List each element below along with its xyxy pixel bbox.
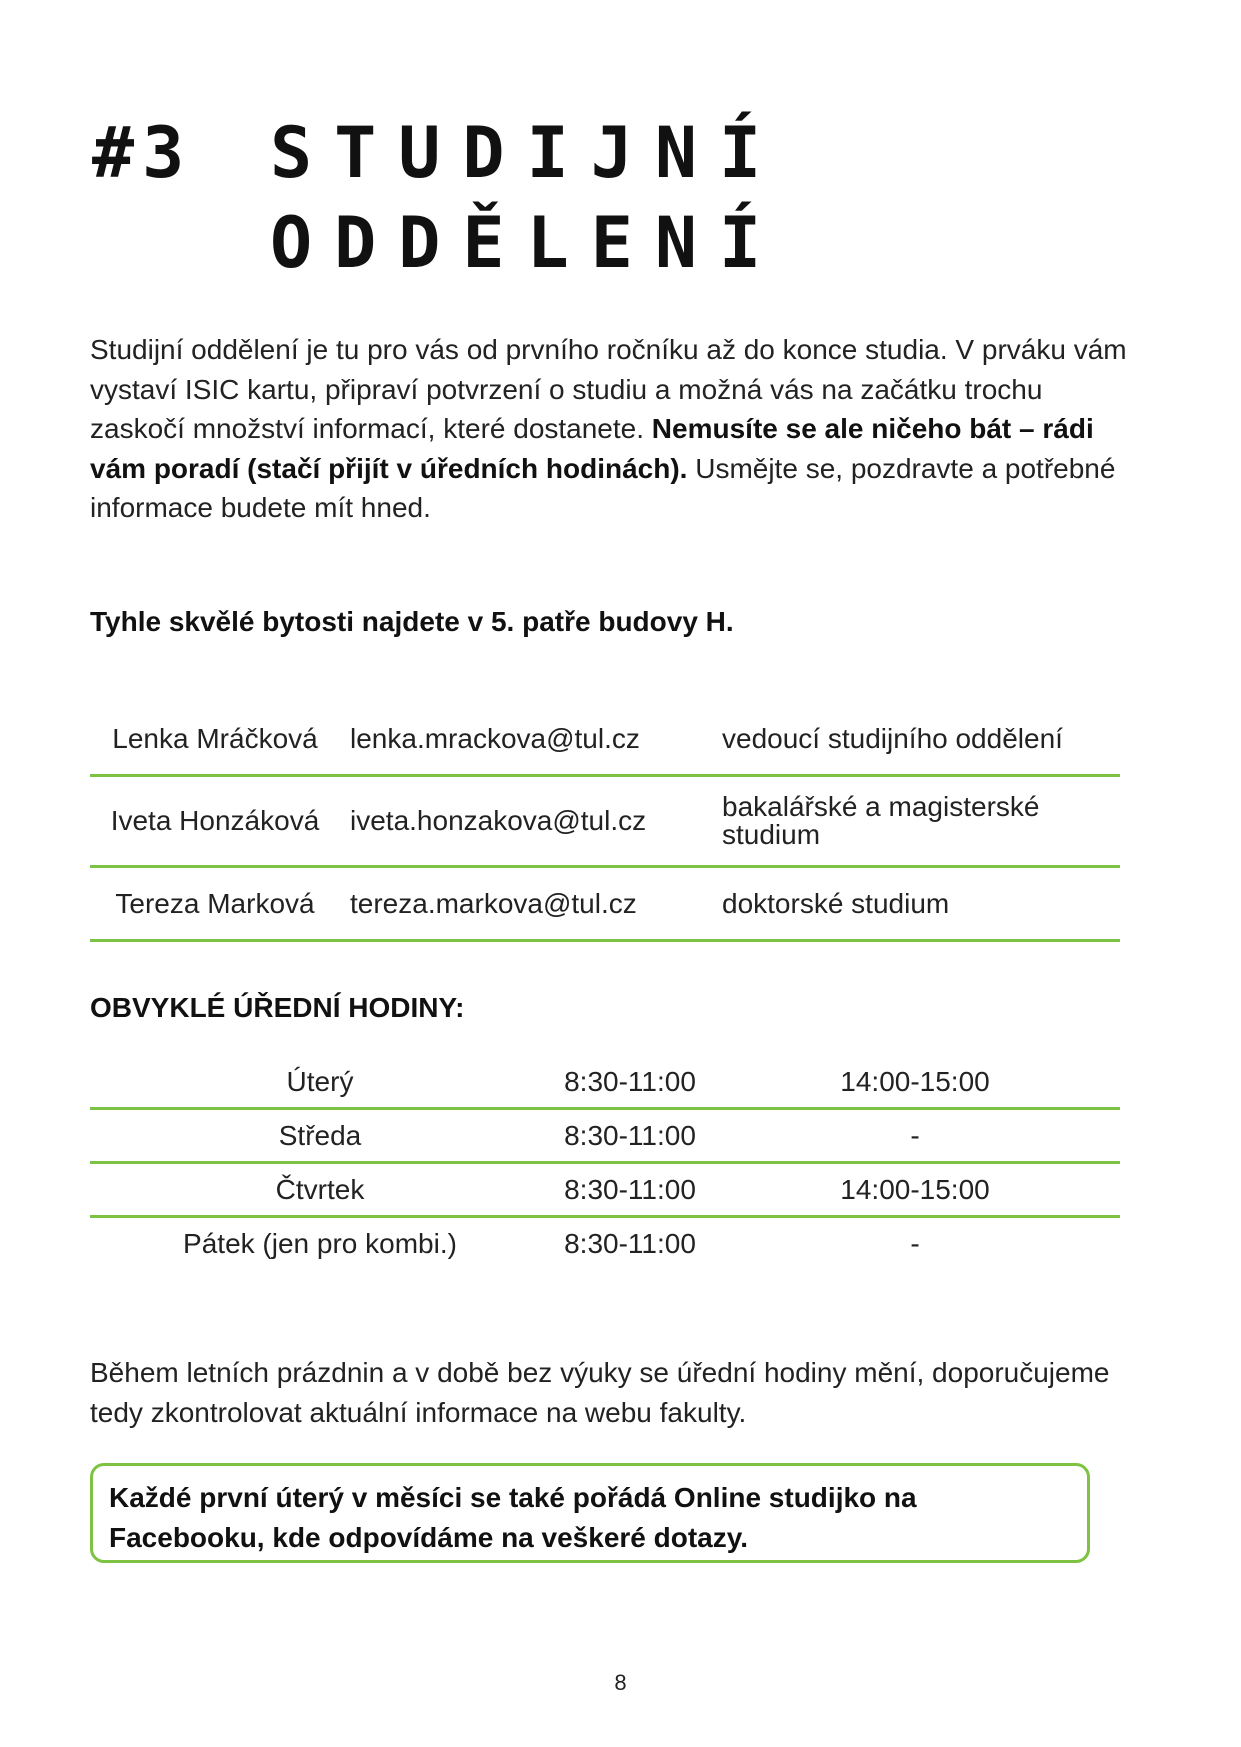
intro-text-bold: Nemusíte se ale ničeho bát – rádi vám poradí (stačí přijít v úředních hodinách). — [90, 413, 1094, 484]
table-row — [90, 704, 1120, 776]
table-row — [90, 867, 1120, 941]
contact-role: doktorské studium — [712, 867, 1120, 941]
page-number: 8 — [614, 1670, 627, 1695]
hours-morning: 8:30-11:00 — [550, 1163, 710, 1217]
hours-morning: 8:30-11:00 — [550, 1056, 710, 1109]
intro-text-2: Usmějte se, pozdravte a potřebné informace budete mít hned. — [90, 452, 1116, 523]
office-hours-title: OBVYKLÉ ÚŘEDNÍ HODINY: — [90, 992, 465, 1023]
table-row — [90, 1109, 1120, 1163]
table-row — [90, 1056, 1120, 1109]
contact-name: Tereza Marková — [90, 867, 340, 941]
contact-email[interactable]: lenka.mrackova@tul.cz — [340, 704, 712, 776]
section-number: #3 — [92, 112, 193, 194]
hours-day: Středa — [90, 1109, 550, 1163]
contacts-table — [90, 704, 1120, 942]
contact-name: Lenka Mráčková — [90, 704, 340, 776]
holiday-notice: Během letních prázdnin a v době bez výuky se úřední hodiny mění, doporučujeme tedy zkontrolovat aktuální informace na webu fakulty. — [90, 1357, 1110, 1428]
hours-morning: 8:30-11:00 — [564, 1227, 696, 1259]
contact-role: vedoucí studijního oddělení — [712, 704, 1120, 776]
heading-line-2: ODDĚLENÍ — [270, 202, 784, 284]
table-row — [90, 1163, 1120, 1217]
table-row — [90, 1217, 1120, 1270]
office-hours-table — [90, 1056, 1120, 1269]
hours-day: Pátek (jen pro kombi.) — [183, 1227, 457, 1259]
hours-afternoon: - — [910, 1227, 920, 1259]
hours-afternoon: - — [710, 1109, 1120, 1163]
callout-box: Každé první úterý v měsíci se také pořádá Online studijko na Facebooku, kde odpovídáme na veškeré dotazy. — [90, 1463, 1090, 1563]
contact-email[interactable]: iveta.honzakova@tul.cz — [340, 776, 712, 867]
contact-email[interactable]: tereza.markova@tul.cz — [340, 867, 712, 941]
contact-name: Iveta Honzáková — [90, 776, 340, 867]
location-text: Tyhle skvělé bytosti najdete v 5. patře budovy H. — [90, 606, 734, 637]
hours-afternoon: 14:00-15:00 — [710, 1056, 1120, 1109]
table-row — [90, 776, 1120, 867]
intro-text-1: Studijní oddělení je tu pro vás od prvního ročníku až do konce studia. V prváku vám vystaví ISIC kartu, připraví potvrzení o studiu a možná vás na začátku trochu zaskočí množství informací, které dostanete. — [90, 334, 1127, 444]
hours-day: Úterý — [90, 1056, 550, 1109]
intro-paragraph — [90, 330, 1130, 528]
hours-day: Čtvrtek — [90, 1163, 550, 1217]
heading-line-1: STUDIJNÍ — [270, 112, 784, 194]
contact-role: bakalářské a magisterské studium — [712, 776, 1120, 867]
hours-afternoon: 14:00-15:00 — [710, 1163, 1120, 1217]
hours-morning: 8:30-11:00 — [550, 1109, 710, 1163]
